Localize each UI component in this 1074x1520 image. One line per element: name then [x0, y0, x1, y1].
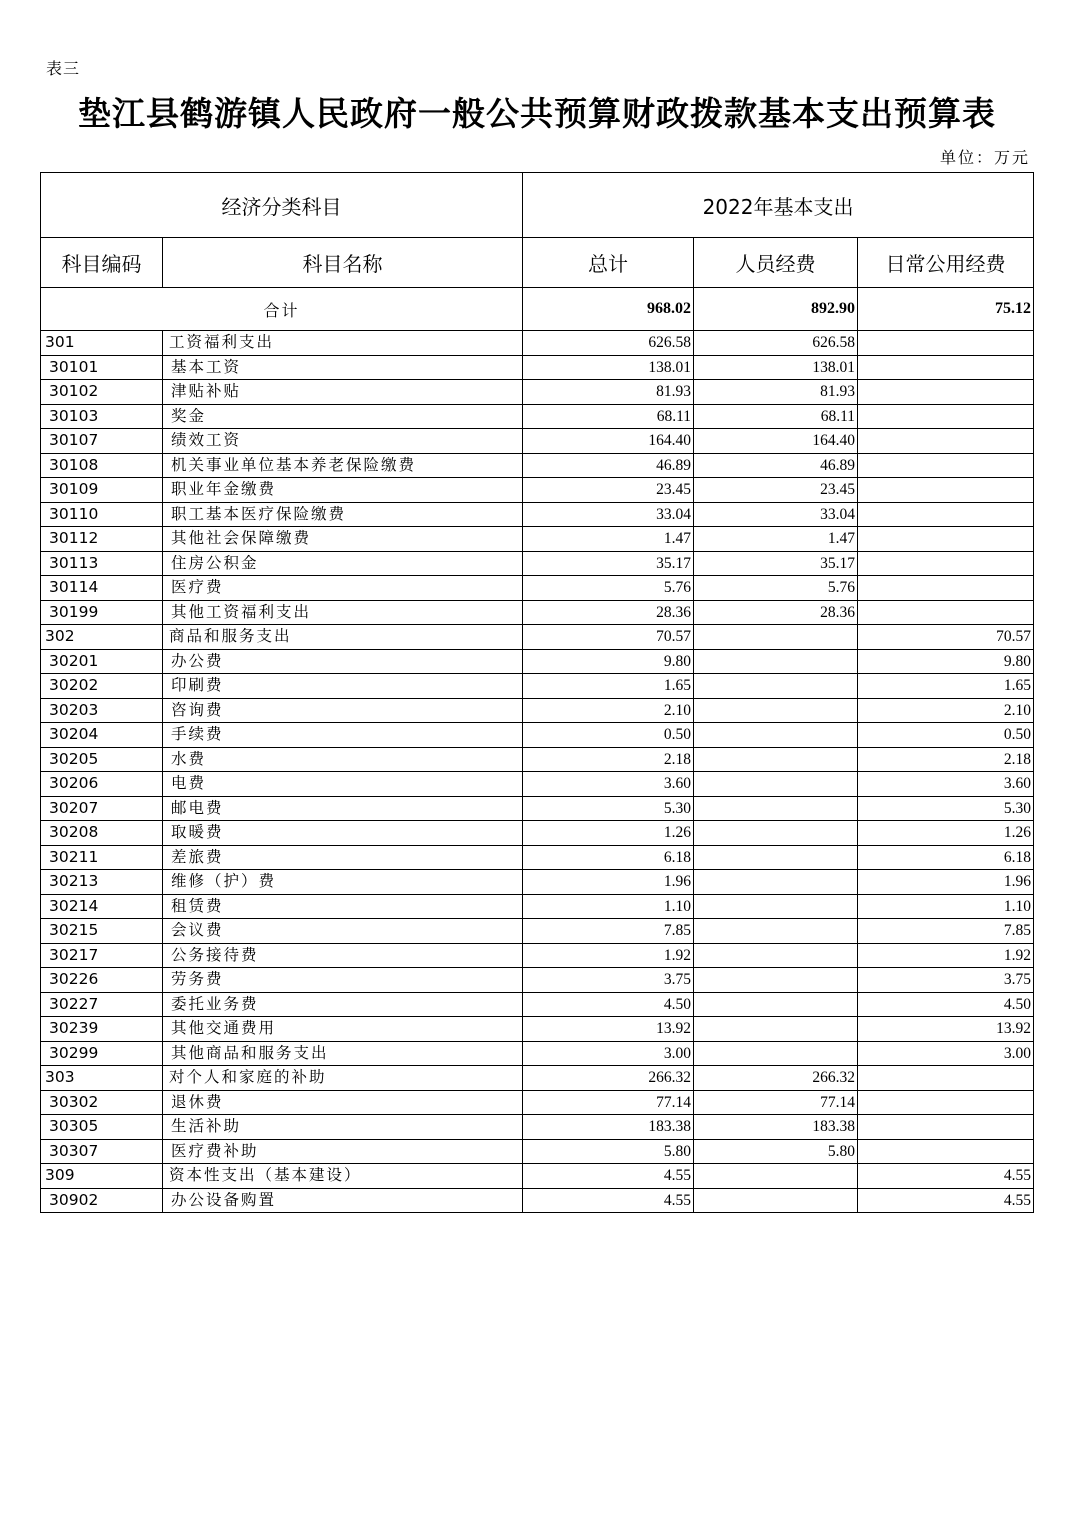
header-name: 科目名称 [163, 238, 523, 288]
row-personnel [694, 1017, 858, 1042]
row-public: 70.57 [858, 625, 1034, 650]
row-name: 咨询费 [163, 698, 523, 723]
header-row-group [41, 173, 1034, 238]
table-row [41, 894, 1034, 919]
row-personnel [694, 968, 858, 993]
row-code: 30207 [41, 796, 163, 821]
row-code: 30307 [41, 1139, 163, 1164]
row-public: 3.00 [858, 1041, 1034, 1066]
header-public: 日常公用经费 [858, 238, 1034, 288]
row-public: 2.10 [858, 698, 1034, 723]
row-name: 生活补助 [163, 1115, 523, 1140]
row-personnel: 5.80 [694, 1139, 858, 1164]
header-personnel: 人员经费 [694, 238, 858, 288]
row-code: 30202 [41, 674, 163, 699]
row-total: 70.57 [523, 625, 694, 650]
row-name: 职业年金缴费 [163, 478, 523, 503]
row-personnel: 626.58 [694, 331, 858, 356]
row-public: 5.30 [858, 796, 1034, 821]
table-row [41, 796, 1034, 821]
row-public: 0.50 [858, 723, 1034, 748]
table-row [41, 1164, 1034, 1189]
row-name: 对个人和家庭的补助 [163, 1066, 523, 1091]
row-total: 4.55 [523, 1164, 694, 1189]
budget-table [40, 172, 1034, 1213]
table-row [41, 625, 1034, 650]
table-row [41, 1115, 1034, 1140]
row-public: 1.26 [858, 821, 1034, 846]
row-public [858, 1090, 1034, 1115]
row-personnel [694, 674, 858, 699]
row-personnel: 33.04 [694, 502, 858, 527]
row-personnel [694, 796, 858, 821]
row-personnel [694, 919, 858, 944]
row-personnel: 266.32 [694, 1066, 858, 1091]
row-code: 30201 [41, 649, 163, 674]
row-personnel [694, 1041, 858, 1066]
table-row [41, 453, 1034, 478]
row-total: 0.50 [523, 723, 694, 748]
row-personnel [694, 870, 858, 895]
row-total: 33.04 [523, 502, 694, 527]
row-personnel [694, 1164, 858, 1189]
row-total: 5.76 [523, 576, 694, 601]
table-row [41, 649, 1034, 674]
row-total: 164.40 [523, 429, 694, 454]
row-name: 其他商品和服务支出 [163, 1041, 523, 1066]
row-total: 81.93 [523, 380, 694, 405]
row-total: 5.30 [523, 796, 694, 821]
row-code: 30302 [41, 1090, 163, 1115]
row-name: 电费 [163, 772, 523, 797]
row-code: 30112 [41, 527, 163, 552]
row-public: 9.80 [858, 649, 1034, 674]
total-label: 合计 [41, 288, 523, 331]
row-name: 租赁费 [163, 894, 523, 919]
row-total: 3.60 [523, 772, 694, 797]
row-total: 1.96 [523, 870, 694, 895]
row-total: 7.85 [523, 919, 694, 944]
row-code: 30199 [41, 600, 163, 625]
row-code: 30205 [41, 747, 163, 772]
row-personnel: 81.93 [694, 380, 858, 405]
row-code: 30204 [41, 723, 163, 748]
row-code: 301 [41, 331, 163, 356]
row-public [858, 1115, 1034, 1140]
row-name: 绩效工资 [163, 429, 523, 454]
row-name: 资本性支出（基本建设） [163, 1164, 523, 1189]
row-code: 30107 [41, 429, 163, 454]
row-personnel: 28.36 [694, 600, 858, 625]
row-total: 4.50 [523, 992, 694, 1017]
row-code: 30227 [41, 992, 163, 1017]
table-row [41, 821, 1034, 846]
row-personnel [694, 992, 858, 1017]
row-personnel [694, 772, 858, 797]
row-personnel: 1.47 [694, 527, 858, 552]
row-public [858, 576, 1034, 601]
row-code: 30239 [41, 1017, 163, 1042]
row-public [858, 1139, 1034, 1164]
document-title: 垫江县鹤游镇人民政府一般公共预算财政拨款基本支出预算表 [78, 94, 996, 133]
row-public [858, 551, 1034, 576]
total-public: 75.12 [858, 288, 1034, 331]
row-total: 2.10 [523, 698, 694, 723]
row-name: 邮电费 [163, 796, 523, 821]
row-public [858, 404, 1034, 429]
budget-table-body [41, 173, 1034, 1213]
row-code: 30213 [41, 870, 163, 895]
row-personnel: 164.40 [694, 429, 858, 454]
row-personnel [694, 625, 858, 650]
row-name: 医疗费补助 [163, 1139, 523, 1164]
row-public: 1.92 [858, 943, 1034, 968]
header-econ-class: 经济分类科目 [41, 173, 523, 238]
table-row [41, 870, 1034, 895]
row-public: 13.92 [858, 1017, 1034, 1042]
row-code: 30109 [41, 478, 163, 503]
row-total: 1.47 [523, 527, 694, 552]
row-total: 1.26 [523, 821, 694, 846]
row-total: 1.92 [523, 943, 694, 968]
row-public: 3.60 [858, 772, 1034, 797]
table-row [41, 919, 1034, 944]
table-row [41, 478, 1034, 503]
row-total: 266.32 [523, 1066, 694, 1091]
table-row [41, 1188, 1034, 1213]
row-name: 劳务费 [163, 968, 523, 993]
row-public [858, 355, 1034, 380]
row-code: 302 [41, 625, 163, 650]
row-total: 35.17 [523, 551, 694, 576]
row-code: 30103 [41, 404, 163, 429]
row-code: 309 [41, 1164, 163, 1189]
table-row [41, 600, 1034, 625]
table-row [41, 698, 1034, 723]
row-public [858, 429, 1034, 454]
row-total: 3.00 [523, 1041, 694, 1066]
table-row [41, 502, 1034, 527]
row-public [858, 453, 1034, 478]
row-total: 183.38 [523, 1115, 694, 1140]
row-public: 7.85 [858, 919, 1034, 944]
row-personnel: 46.89 [694, 453, 858, 478]
row-code: 30108 [41, 453, 163, 478]
table-row [41, 772, 1034, 797]
row-code: 30226 [41, 968, 163, 993]
row-code: 30299 [41, 1041, 163, 1066]
row-name: 水费 [163, 747, 523, 772]
row-total: 626.58 [523, 331, 694, 356]
row-total: 3.75 [523, 968, 694, 993]
row-total: 1.65 [523, 674, 694, 699]
row-name: 维修（护）费 [163, 870, 523, 895]
table-row [41, 1041, 1034, 1066]
row-code: 30214 [41, 894, 163, 919]
row-code: 30217 [41, 943, 163, 968]
row-public: 4.55 [858, 1188, 1034, 1213]
row-personnel [694, 698, 858, 723]
row-code: 30305 [41, 1115, 163, 1140]
table-row [41, 723, 1034, 748]
table-row [41, 968, 1034, 993]
row-personnel: 35.17 [694, 551, 858, 576]
header-year-basic: 2022年基本支出 [523, 173, 1034, 238]
row-public: 1.10 [858, 894, 1034, 919]
table-row [41, 551, 1034, 576]
row-name: 印刷费 [163, 674, 523, 699]
row-public [858, 527, 1034, 552]
row-personnel: 23.45 [694, 478, 858, 503]
header-row-columns [41, 238, 1034, 288]
row-public [858, 600, 1034, 625]
row-name: 其他交通费用 [163, 1017, 523, 1042]
row-total: 68.11 [523, 404, 694, 429]
row-total: 13.92 [523, 1017, 694, 1042]
row-public [858, 1066, 1034, 1091]
row-total: 4.55 [523, 1188, 694, 1213]
table-row [41, 429, 1034, 454]
row-name: 职工基本医疗保险缴费 [163, 502, 523, 527]
row-name: 会议费 [163, 919, 523, 944]
table-row [41, 992, 1034, 1017]
row-total: 5.80 [523, 1139, 694, 1164]
row-public: 4.55 [858, 1164, 1034, 1189]
header-code: 科目编码 [41, 238, 163, 288]
table-row [41, 355, 1034, 380]
row-code: 30102 [41, 380, 163, 405]
row-public [858, 478, 1034, 503]
row-name: 机关事业单位基本养老保险缴费 [163, 453, 523, 478]
row-name: 办公费 [163, 649, 523, 674]
table-row [41, 380, 1034, 405]
row-personnel: 68.11 [694, 404, 858, 429]
total-row [41, 288, 1034, 331]
row-personnel: 183.38 [694, 1115, 858, 1140]
row-personnel [694, 747, 858, 772]
row-total: 138.01 [523, 355, 694, 380]
row-total: 46.89 [523, 453, 694, 478]
row-personnel: 138.01 [694, 355, 858, 380]
row-code: 30206 [41, 772, 163, 797]
row-total: 28.36 [523, 600, 694, 625]
row-name: 办公设备购置 [163, 1188, 523, 1213]
row-name: 津贴补贴 [163, 380, 523, 405]
row-code: 30114 [41, 576, 163, 601]
row-code: 30211 [41, 845, 163, 870]
row-personnel [694, 649, 858, 674]
row-public: 1.65 [858, 674, 1034, 699]
table-row [41, 404, 1034, 429]
row-public: 1.96 [858, 870, 1034, 895]
row-personnel [694, 894, 858, 919]
row-code: 30203 [41, 698, 163, 723]
row-name: 公务接待费 [163, 943, 523, 968]
row-name: 退休费 [163, 1090, 523, 1115]
document-label: 表三 [46, 59, 81, 78]
total-amount: 968.02 [523, 288, 694, 331]
table-row [41, 331, 1034, 356]
row-name: 工资福利支出 [163, 331, 523, 356]
row-name: 差旅费 [163, 845, 523, 870]
row-personnel [694, 821, 858, 846]
row-code: 30208 [41, 821, 163, 846]
row-code: 30110 [41, 502, 163, 527]
row-public: 2.18 [858, 747, 1034, 772]
header-total: 总计 [523, 238, 694, 288]
row-name: 商品和服务支出 [163, 625, 523, 650]
row-public: 3.75 [858, 968, 1034, 993]
row-personnel: 5.76 [694, 576, 858, 601]
table-row [41, 1066, 1034, 1091]
row-name: 奖金 [163, 404, 523, 429]
row-personnel: 77.14 [694, 1090, 858, 1115]
row-name: 住房公积金 [163, 551, 523, 576]
row-code: 30902 [41, 1188, 163, 1213]
row-code: 30215 [41, 919, 163, 944]
row-public [858, 502, 1034, 527]
row-total: 1.10 [523, 894, 694, 919]
row-personnel [694, 1188, 858, 1213]
row-code: 30113 [41, 551, 163, 576]
row-total: 2.18 [523, 747, 694, 772]
table-row [41, 1139, 1034, 1164]
row-name: 手续费 [163, 723, 523, 748]
row-public [858, 331, 1034, 356]
table-row [41, 1017, 1034, 1042]
row-total: 23.45 [523, 478, 694, 503]
row-code: 30101 [41, 355, 163, 380]
row-name: 委托业务费 [163, 992, 523, 1017]
row-code: 303 [41, 1066, 163, 1091]
row-name: 取暖费 [163, 821, 523, 846]
table-row [41, 747, 1034, 772]
row-total: 9.80 [523, 649, 694, 674]
row-name: 基本工资 [163, 355, 523, 380]
row-public [858, 380, 1034, 405]
table-row [41, 845, 1034, 870]
row-public: 4.50 [858, 992, 1034, 1017]
row-total: 6.18 [523, 845, 694, 870]
row-total: 77.14 [523, 1090, 694, 1115]
table-row [41, 1090, 1034, 1115]
row-personnel [694, 845, 858, 870]
total-personnel: 892.90 [694, 288, 858, 331]
row-name: 其他社会保障缴费 [163, 527, 523, 552]
table-row [41, 943, 1034, 968]
row-name: 医疗费 [163, 576, 523, 601]
row-name: 其他工资福利支出 [163, 600, 523, 625]
table-row [41, 527, 1034, 552]
row-personnel [694, 723, 858, 748]
table-row [41, 576, 1034, 601]
unit-label: 单位：万元 [939, 148, 1030, 167]
row-personnel [694, 943, 858, 968]
table-row [41, 674, 1034, 699]
row-public: 6.18 [858, 845, 1034, 870]
